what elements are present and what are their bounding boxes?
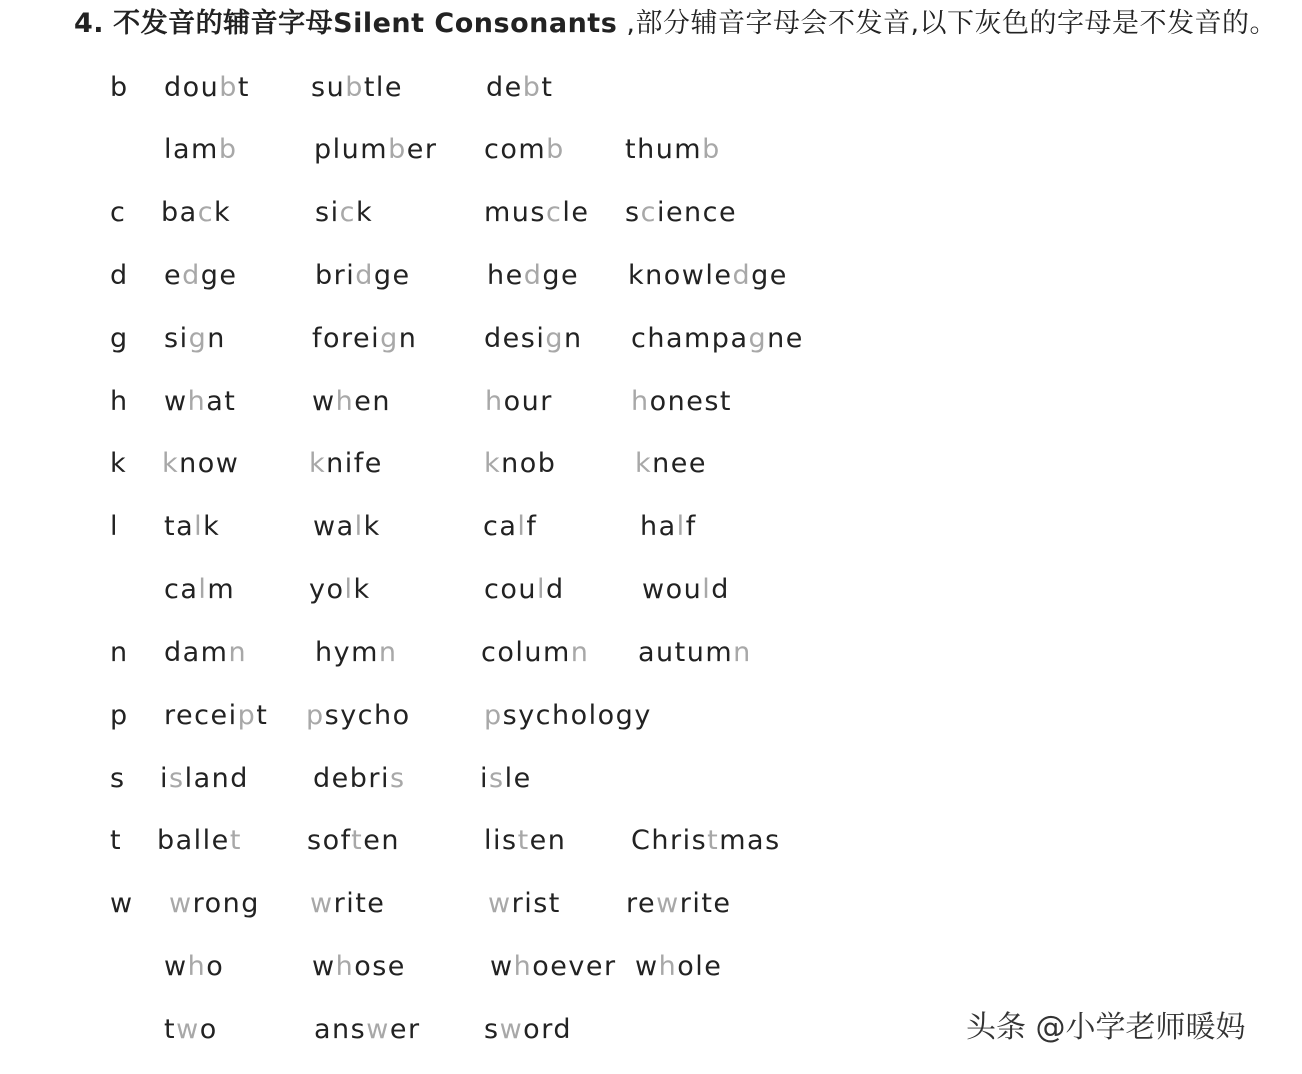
word-prefix: knowle [628, 260, 733, 291]
example-word [315, 633, 398, 673]
word-prefix: re [626, 888, 657, 919]
silent-letter: p [484, 700, 503, 731]
word-suffix: ord [523, 1014, 572, 1045]
silent-letter: k [635, 448, 653, 479]
example-word [484, 444, 556, 484]
consonant-label: w [110, 888, 133, 919]
word-prefix: s [625, 197, 641, 228]
word-prefix: ta [164, 511, 195, 542]
example-word [484, 821, 566, 861]
word-prefix: ca [483, 511, 518, 542]
word-suffix: nob [501, 448, 557, 479]
example-word [631, 319, 804, 359]
word-suffix: ole [677, 951, 723, 982]
word-prefix: desi [484, 323, 546, 354]
word-suffix: en [354, 386, 391, 417]
word-suffix: onest [649, 386, 733, 417]
word-suffix: ge [542, 260, 580, 291]
consonant-label: s [110, 763, 125, 794]
consonant-label: g [110, 323, 128, 354]
silent-letter: b [345, 72, 364, 103]
word-prefix: balle [157, 825, 230, 856]
example-word [164, 633, 247, 673]
silent-letter: l [344, 574, 354, 605]
silent-letter: t [351, 825, 364, 856]
silent-letter: d [523, 260, 543, 291]
example-word [309, 444, 383, 484]
silent-letter: b [219, 72, 238, 103]
word-suffix: o [199, 1014, 218, 1045]
consonant-label: l [110, 511, 118, 542]
silent-letter: p [237, 700, 257, 731]
silent-letter: d [732, 260, 752, 291]
word-suffix: at [206, 386, 237, 417]
word-suffix: en [529, 825, 567, 856]
silent-letter: d [182, 260, 201, 291]
word-suffix: ience [656, 197, 738, 228]
heading-note: ,部分辅音字母会不发音,以下灰色的字母是不发音的。 [617, 8, 1278, 39]
example-word [307, 821, 400, 861]
silent-letter: l [354, 511, 364, 542]
word-prefix: plum [314, 134, 389, 165]
word-suffix: t [256, 700, 269, 731]
word-suffix: n [563, 323, 583, 354]
silent-letter: c [545, 197, 563, 228]
example-word [481, 633, 589, 673]
word-suffix: k [353, 574, 371, 605]
silent-letter: h [513, 951, 533, 982]
consonant-label: c [110, 197, 125, 228]
silent-letter: w [169, 888, 193, 919]
heading-number: 4. [74, 8, 105, 39]
word-prefix: w [635, 951, 659, 982]
word-suffix: f [526, 511, 538, 542]
word-suffix: land [184, 763, 249, 794]
example-word [315, 193, 373, 233]
word-suffix: er [389, 1014, 421, 1045]
silent-letter: n [733, 637, 752, 668]
example-word [487, 256, 579, 296]
word-prefix: mus [484, 197, 546, 228]
example-word [160, 759, 249, 799]
silent-letter: w [499, 1014, 524, 1045]
watermark: 头条 @小学老师暖妈 [966, 1010, 1246, 1045]
silent-letter: l [194, 511, 204, 542]
word-prefix: w [490, 951, 514, 982]
word-prefix: Chris [631, 825, 708, 856]
silent-letter: w [656, 888, 680, 919]
silent-letter: l [702, 574, 712, 605]
word-suffix: o [206, 951, 225, 982]
word-suffix: le [504, 763, 532, 794]
word-row [0, 947, 1302, 987]
silent-letter: c [640, 197, 657, 228]
silent-letter: p [306, 700, 325, 731]
silent-letter: d [355, 260, 374, 291]
example-word [640, 507, 697, 547]
silent-letter: g [380, 323, 399, 354]
word-suffix: k [355, 197, 374, 228]
silent-letter: c [197, 197, 215, 228]
silent-letter: h [187, 386, 207, 417]
example-word [312, 947, 406, 987]
silent-letter: w [366, 1014, 390, 1045]
word-row [0, 821, 1302, 861]
example-word [164, 130, 238, 170]
consonant-label: b [110, 72, 128, 103]
word-prefix: bri [315, 260, 356, 291]
word-prefix: w [164, 386, 188, 417]
silent-letter: l [198, 574, 208, 605]
word-prefix: autum [638, 637, 734, 668]
example-word [314, 1010, 421, 1050]
word-prefix: si [164, 323, 189, 354]
example-word [312, 382, 391, 422]
word-prefix: w [164, 951, 188, 982]
word-suffix: rong [192, 888, 260, 919]
example-word [631, 821, 781, 861]
word-prefix: champa [631, 323, 749, 354]
word-row [0, 884, 1302, 924]
word-prefix: su [311, 72, 346, 103]
silent-letter: h [335, 951, 355, 982]
word-prefix: i [160, 763, 170, 794]
example-word [625, 130, 721, 170]
word-prefix: hym [315, 637, 379, 668]
word-suffix: rist [511, 888, 561, 919]
word-suffix: d [711, 574, 730, 605]
word-row [0, 444, 1302, 484]
example-word [306, 696, 411, 736]
word-suffix: rite [679, 888, 732, 919]
example-word [312, 319, 417, 359]
silent-letter: h [485, 386, 504, 417]
word-suffix: ge [373, 260, 411, 291]
word-suffix: our [503, 386, 553, 417]
example-word [309, 570, 371, 610]
word-prefix: sof [307, 825, 352, 856]
word-suffix: tle [363, 72, 404, 103]
silent-letter: t [229, 825, 242, 856]
consonant-label: p [110, 700, 128, 731]
word-prefix: yo [309, 574, 345, 605]
word-suffix: nife [326, 448, 383, 479]
word-row [0, 382, 1302, 422]
word-suffix: ose [354, 951, 406, 982]
example-word [638, 633, 752, 673]
word-prefix: debri [313, 763, 390, 794]
silent-letter: h [335, 386, 355, 417]
example-word [164, 1010, 218, 1050]
silent-letter: s [169, 763, 185, 794]
silent-letter: h [631, 386, 650, 417]
silent-letter: b [522, 72, 542, 103]
word-prefix: s [484, 1014, 500, 1045]
silent-letter: g [748, 323, 768, 354]
silent-letter: w [310, 888, 334, 919]
word-prefix: lam [164, 134, 219, 165]
word-suffix: rite [333, 888, 386, 919]
word-row [0, 633, 1302, 673]
example-word [164, 256, 238, 296]
silent-letter: t [517, 825, 530, 856]
example-word [490, 947, 617, 987]
example-word [157, 821, 242, 861]
word-suffix: m [207, 574, 236, 605]
word-prefix: ha [640, 511, 677, 542]
consonant-label: k [110, 448, 126, 479]
silent-letter: w [488, 888, 512, 919]
consonant-label: h [110, 386, 128, 417]
word-suffix: k [214, 197, 232, 228]
example-word [642, 570, 730, 610]
example-word [626, 884, 732, 924]
word-prefix: dam [164, 637, 229, 668]
example-word [484, 193, 589, 233]
example-word [314, 130, 437, 170]
word-prefix: colum [481, 637, 571, 668]
heading-title-cn: 不发音的辅音字母 [113, 8, 334, 39]
word-prefix: w [312, 951, 336, 982]
example-word [164, 382, 236, 422]
word-row [0, 130, 1302, 170]
word-prefix: t [164, 1014, 177, 1045]
word-row [0, 696, 1302, 736]
word-prefix: com [484, 134, 547, 165]
word-row [0, 570, 1302, 610]
silent-letter: b [218, 134, 238, 165]
silent-letter: l [517, 511, 527, 542]
silent-letter: s [489, 763, 505, 794]
example-word [625, 193, 737, 233]
word-prefix: lis [484, 825, 518, 856]
example-word [484, 570, 565, 610]
silent-letter: k [162, 448, 180, 479]
word-prefix: thum [625, 134, 703, 165]
word-prefix: forei [312, 323, 381, 354]
silent-letter: g [188, 323, 208, 354]
silent-letter: g [545, 323, 564, 354]
word-suffix: mas [719, 825, 781, 856]
example-word [313, 507, 381, 547]
silent-letter: s [390, 763, 406, 794]
word-suffix: f [685, 511, 697, 542]
example-word [164, 570, 235, 610]
word-prefix: e [164, 260, 183, 291]
example-word [484, 696, 652, 736]
word-suffix: now [179, 448, 240, 479]
heading-title-en: Silent Consonants [333, 8, 618, 39]
word-row [0, 68, 1302, 108]
example-word [164, 68, 250, 108]
example-word [164, 319, 226, 359]
example-word [311, 68, 403, 108]
word-row [0, 319, 1302, 359]
example-word [483, 507, 537, 547]
silent-letter: b [546, 134, 565, 165]
word-suffix: ge [200, 260, 238, 291]
word-suffix: t [237, 72, 251, 103]
word-row [0, 507, 1302, 547]
example-word [484, 130, 565, 170]
word-suffix: t [541, 72, 554, 103]
word-suffix: en [363, 825, 400, 856]
example-word [486, 68, 553, 108]
word-prefix: he [487, 260, 524, 291]
silent-letter: h [658, 951, 678, 982]
example-word [485, 382, 553, 422]
word-suffix: ge [751, 260, 788, 291]
example-word [484, 319, 583, 359]
consonant-label: d [110, 260, 128, 291]
word-prefix: ba [161, 197, 198, 228]
example-word [169, 884, 260, 924]
silent-letter: l [536, 574, 546, 605]
silent-letter: n [570, 637, 590, 668]
consonant-label: t [110, 825, 121, 856]
example-word [631, 382, 732, 422]
word-suffix: n [207, 323, 226, 354]
word-suffix: n [398, 323, 418, 354]
word-suffix: sycho [324, 700, 411, 731]
word-prefix: ca [164, 574, 199, 605]
word-prefix: recei [164, 700, 238, 731]
consonant-label: n [110, 637, 128, 668]
silent-letter: w [176, 1014, 200, 1045]
word-prefix: si [315, 197, 340, 228]
word-row [0, 256, 1302, 296]
word-prefix: wa [313, 511, 355, 542]
word-suffix: le [562, 197, 590, 228]
word-suffix: sychology [502, 700, 652, 731]
example-word [488, 884, 561, 924]
word-suffix: ne [767, 323, 804, 354]
example-word [315, 256, 411, 296]
example-word [313, 759, 406, 799]
example-word [164, 947, 224, 987]
silent-letter: c [339, 197, 356, 228]
example-word [161, 193, 231, 233]
word-prefix: dou [164, 72, 220, 103]
word-suffix: oever [532, 951, 617, 982]
word-prefix: cou [484, 574, 537, 605]
silent-letter: k [484, 448, 502, 479]
example-word [164, 696, 268, 736]
example-word [310, 884, 385, 924]
word-row [0, 193, 1302, 233]
silent-letter: t [707, 825, 720, 856]
silent-letter: n [378, 637, 398, 668]
word-suffix: nee [652, 448, 707, 479]
word-suffix: k [203, 511, 221, 542]
word-suffix: k [363, 511, 381, 542]
silent-letter: b [388, 134, 407, 165]
word-prefix: de [486, 72, 523, 103]
silent-letter: k [309, 448, 327, 479]
silent-letter: b [702, 134, 721, 165]
word-row [0, 759, 1302, 799]
word-prefix: wou [642, 574, 703, 605]
example-word [480, 759, 532, 799]
example-word [484, 1010, 572, 1050]
silent-letter: n [228, 637, 248, 668]
silent-letter: h [187, 951, 207, 982]
word-suffix: er [406, 134, 438, 165]
example-word [628, 256, 788, 296]
example-word [635, 444, 707, 484]
example-word [162, 444, 239, 484]
example-word [635, 947, 722, 987]
section-heading [74, 6, 1277, 42]
word-suffix: d [546, 574, 565, 605]
word-prefix: i [480, 763, 490, 794]
example-word [164, 507, 220, 547]
silent-letter: l [676, 511, 686, 542]
word-prefix: w [312, 386, 336, 417]
word-prefix: ans [314, 1014, 367, 1045]
